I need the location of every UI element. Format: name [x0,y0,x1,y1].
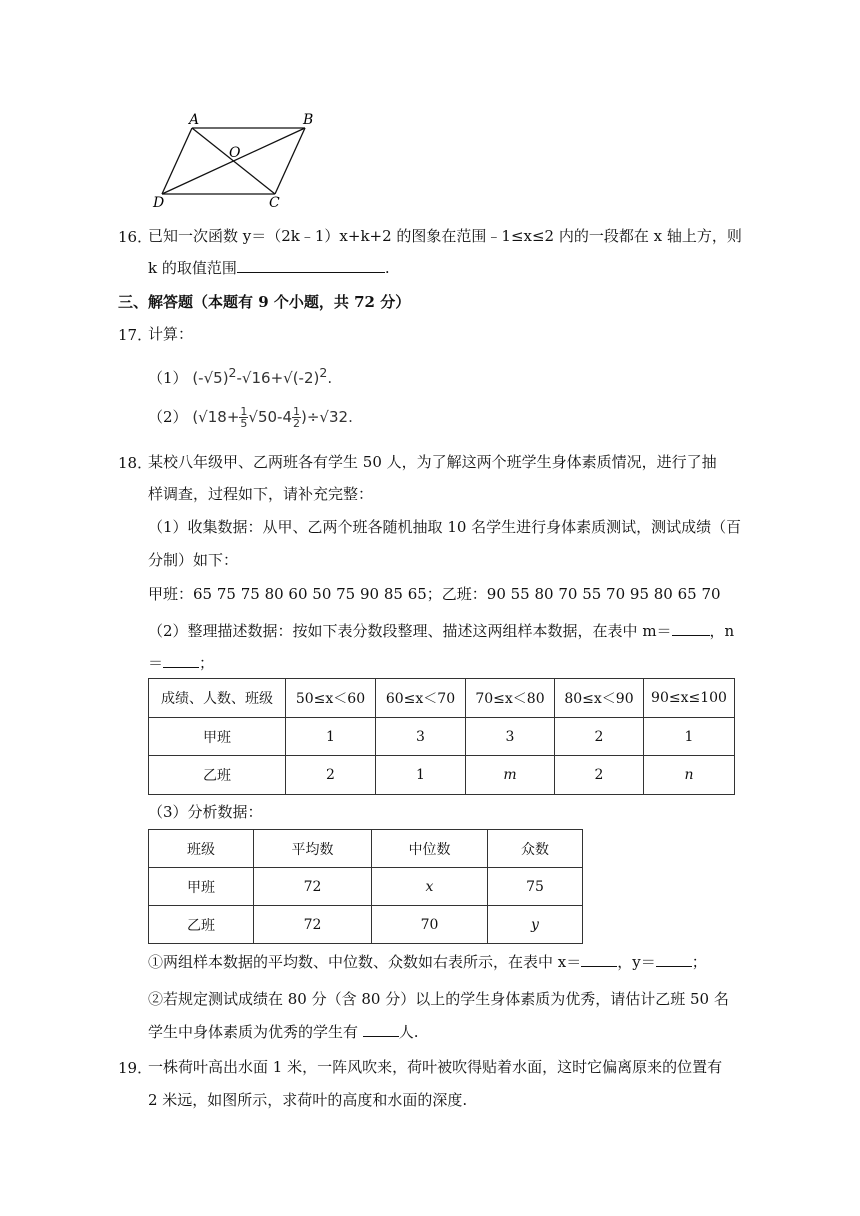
label-c: C [269,195,280,208]
question-text-line: 已知一次函数 y＝（2k﹣1）x+k+2 的图象在范围﹣1≤x≤2 内的一段都在 x 轴上方，则 [148,227,742,245]
statistics-table [148,829,583,944]
question-number: 16． [118,228,153,246]
numerator: 1 [240,405,248,418]
expr-part: )÷√32 [301,408,349,426]
expr-exponent: 2 [319,365,328,380]
question-number: 17． [118,326,153,344]
table-header: 60≤x＜70 [376,679,466,718]
expr-part: +√(-2) [270,369,320,387]
question-text: ，y＝ [617,953,656,971]
table-cell: 乙班 [149,906,254,944]
table-row [149,756,735,795]
question-text: k 的取值范围 [148,259,237,277]
table-cell: 甲班 [149,718,286,756]
expr-exponent: 2 [228,365,237,380]
table-header: 中位数 [372,830,488,868]
side-bc [275,128,305,194]
table-cell: 1 [376,756,466,795]
table-cell: 1 [644,718,735,756]
sub-question-1 [148,363,332,388]
table-cell: n [644,756,735,795]
diagonal-bd [162,128,305,194]
math-expression [192,365,333,387]
table-cell: 72 [254,906,372,944]
question-text-line [148,952,707,972]
section-heading: 三、解答题（本题有 9 个小题，共 72 分） [118,293,411,311]
question-text: 学生中身体素质为优秀的学生有 [148,1023,363,1041]
question-text-line [148,258,390,278]
fraction [292,406,301,429]
table-row [149,906,583,944]
label-o: O [229,145,241,161]
table-cell: 3 [466,718,555,756]
table-cell: 乙班 [149,756,286,795]
table-cell: 70 [372,906,488,944]
table-cell: 2 [555,718,644,756]
question-text-line [148,621,734,641]
question-text: ； [199,654,215,672]
question-text: （2）整理描述数据：按如下表分数段整理、描述这两组样本数据，在表中 m＝ [148,622,672,640]
table-header-row [149,830,583,868]
table-header: 90≤x≤100 [644,679,735,718]
table-header: 80≤x＜90 [555,679,644,718]
expr-part: . [348,408,353,426]
table-cell: 2 [286,756,376,795]
label-d: D [153,195,165,208]
question-text-line [148,1022,419,1042]
table-cell: 甲班 [149,868,254,906]
score-distribution-table [148,678,735,795]
question-text-line: ②若规定测试成绩在 80 分（含 80 分）以上的学生身体素质为优秀，请估计乙班 50 名 [148,990,729,1008]
table-header: 成绩、人数、班级 [149,679,286,718]
sub-label: （2） [148,408,188,426]
table-row [149,718,735,756]
table-header: 众数 [488,830,583,868]
question-text: ①两组样本数据的平均数、中位数、众数如右表所示，在表中 x＝ [148,953,582,971]
question-text-line: 某校八年级甲、乙两班各有学生 50 人，为了解这两个班学生身体素质情况，进行了抽 [148,453,717,471]
numerator: 1 [293,405,301,418]
table-cell: 1 [286,718,376,756]
answer-blank-n[interactable] [163,653,199,668]
question-text-line: （1）收集数据：从甲、乙两个班各随机抽取 10 名学生进行身体素质测试，测试成绩（百 [148,518,742,536]
math-expression [192,405,353,430]
table-header: 50≤x＜60 [286,679,376,718]
question-text-line: 分制）如下： [148,551,239,569]
parallelogram-figure [145,108,335,208]
answer-blank-x[interactable] [581,952,617,967]
table-cell: 3 [376,718,466,756]
expr-part: (√18+ [192,408,240,426]
answer-blank[interactable] [237,258,385,273]
expr-part: -√16 [236,369,271,387]
expr-part: . [327,369,333,387]
question-text-line: 样调查，过程如下，请补充完整： [148,485,374,503]
question-text: ＝ [148,654,164,672]
punctuation: . [384,259,390,277]
question-text-line: 一株荷叶高出水面 1 米，一阵风吹来，荷叶被吹得贴着水面，这时它偏离原来的位置有 [148,1058,723,1076]
question-text-line [148,653,214,673]
side-da [162,128,192,194]
table-header: 班级 [149,830,254,868]
table-cell: m [466,756,555,795]
question-text: 计算： [148,325,194,343]
question-text: ，n [709,622,735,640]
table-row [149,868,583,906]
table-cell: x [372,868,488,906]
question-text-line: 2 米远，如图所示，求荷叶的高度和水面的深度. [148,1091,468,1109]
table-header: 70≤x＜80 [466,679,555,718]
expr-part: (-√5) [192,369,229,387]
question-number: 19． [118,1059,153,1077]
label-a: A [189,112,200,128]
denominator: 2 [293,417,301,430]
question-text: 人. [398,1023,419,1041]
denominator: 5 [240,417,248,430]
data-line: 甲班：65 75 75 80 60 50 75 90 85 65；乙班：90 55 80 70 55 70 95 80 65 70 [148,585,721,603]
table-cell: 75 [488,868,583,906]
answer-blank-m[interactable] [672,621,710,636]
expr-part: √50-4 [248,408,293,426]
question-number: 18． [118,454,153,472]
question-text-line: （3）分析数据： [148,803,263,821]
question-text: ； [691,953,707,971]
table-header-row [149,679,735,718]
table-header: 平均数 [254,830,372,868]
table-cell: y [488,906,583,944]
answer-blank-y[interactable] [656,952,692,967]
answer-blank-count[interactable] [363,1022,399,1037]
label-b: B [303,112,314,128]
table-cell: 2 [555,756,644,795]
sub-question-2 [148,406,353,429]
sub-label: （1） [148,369,188,387]
table-cell: 72 [254,868,372,906]
